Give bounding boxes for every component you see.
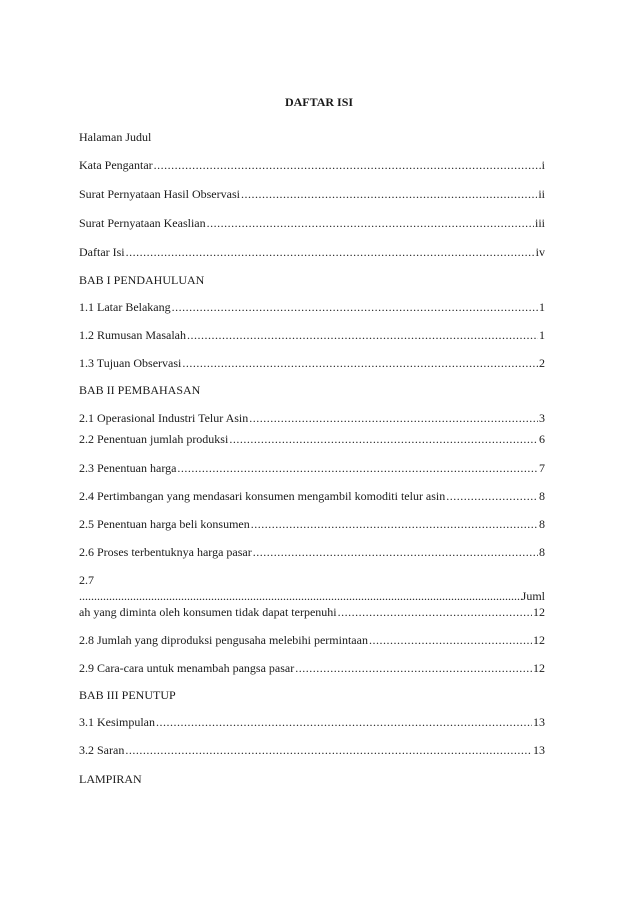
toc-entry-page: 6 (539, 432, 545, 446)
toc-entry-label: 3.2 Saran (79, 743, 125, 757)
toc-entry-label: 3.1 Kesimpulan (79, 715, 155, 729)
toc-entry (79, 715, 545, 731)
toc-entry-label: Surat Pernyataan Keaslian (79, 216, 206, 230)
toc-leader-dots (241, 187, 537, 202)
toc-entry (79, 489, 545, 505)
toc-entry-page: 13 (533, 715, 545, 729)
toc-entry-label: 2.2 Penentuan jumlah produksi (79, 432, 229, 446)
toc-entry-page: 12 (533, 661, 545, 675)
toc-leader-dots (79, 589, 522, 604)
toc-entry-label: 1.3 Tujuan Observasi (79, 356, 182, 370)
toc-entry-page: 8 (539, 545, 545, 559)
toc-heading-bab-1: BAB I PENDAHULUAN (79, 273, 205, 287)
toc-leader-dots (369, 633, 532, 648)
toc-entry-page: 8 (539, 517, 545, 531)
toc-heading-bab-3: BAB III PENUTUP (79, 688, 176, 702)
toc-leader-dots (338, 605, 532, 620)
toc-heading-lampiran: LAMPIRAN (79, 772, 142, 786)
toc-entry-label: 2.1 Operasional Industri Telur Asin (79, 411, 249, 425)
toc-entry-page: 7 (539, 461, 545, 475)
toc-entry-page: 1 (539, 300, 545, 314)
toc-entry-label: ah yang diminta oleh konsumen tidak dapat terpenuhi (79, 605, 337, 619)
toc-entry (79, 661, 545, 677)
toc-entry-page: 8 (539, 489, 545, 503)
toc-entry (79, 605, 545, 621)
toc-leader-dots (207, 216, 534, 231)
toc-entry-label: Daftar Isi (79, 245, 125, 259)
toc-entry-page: 2 (539, 356, 545, 370)
toc-leader-dots (253, 545, 538, 560)
toc-entry-page: 12 (533, 605, 545, 619)
toc-entry (79, 300, 545, 316)
toc-entry-label: Kata Pengantar (79, 158, 153, 172)
toc-entry-label: Surat Pernyataan Hasil Observasi (79, 187, 240, 201)
toc-entry-page: 13 (533, 743, 545, 757)
toc-heading-halaman-judul: Halaman Judul (79, 130, 152, 144)
toc-entry-2-7-continued-text: Juml (521, 589, 545, 603)
toc-leader-dots (249, 411, 538, 426)
toc-entry (79, 461, 545, 477)
toc-entry-page: i (541, 158, 545, 172)
toc-entry (79, 411, 545, 427)
toc-entry-page: 1 (539, 328, 545, 342)
toc-entry-label: 2.9 Cara-cara untuk menambah pangsa pasar (79, 661, 295, 675)
toc-entry-label: 1.1 Latar Belakang (79, 300, 171, 314)
toc-entry (79, 187, 545, 203)
toc-entry (79, 216, 545, 232)
toc-leader-dots (154, 158, 541, 173)
toc-leader-dots (295, 661, 532, 676)
toc-entry-page: iv (535, 245, 545, 259)
toc-leader-dots (125, 743, 532, 758)
toc-entry (79, 432, 545, 448)
toc-entry-label: 1.2 Rumusan Masalah (79, 328, 186, 342)
toc-entry-label: 2.5 Penentuan harga beli konsumen (79, 517, 250, 531)
toc-heading-bab-2: BAB II PEMBAHASAN (79, 383, 201, 397)
toc-leader-dots (182, 356, 538, 371)
toc-leader-dots (251, 517, 538, 532)
toc-leader-dots (187, 328, 538, 343)
toc-entry (79, 328, 545, 344)
toc-leader-dots (126, 245, 535, 260)
toc-entry-2-7-number: 2.7 (79, 573, 94, 587)
toc-entry (79, 158, 545, 174)
toc-entry (79, 245, 545, 261)
toc-entry-page: iii (534, 216, 545, 230)
toc-leader-dots (172, 300, 538, 315)
toc-entry-label: 2.6 Proses terbentuknya harga pasar (79, 545, 252, 559)
toc-entry-label: 2.8 Jumlah yang diproduksi pengusaha melebihi permintaan (79, 633, 368, 647)
toc-entry (79, 517, 545, 533)
toc-leader-dots (177, 461, 538, 476)
toc-leader-dots (446, 489, 538, 504)
toc-entry-page: 12 (533, 633, 545, 647)
toc-entry (79, 743, 545, 759)
toc-entry-label: 2.3 Penentuan harga (79, 461, 177, 475)
toc-entry-label: 2.4 Pertimbangan yang mendasari konsumen mengambil komoditi telur asin (79, 489, 446, 503)
toc-entry (79, 633, 545, 649)
toc-entry-2-7-line1 (79, 589, 545, 605)
toc-entry-page: ii (538, 187, 545, 201)
toc-leader-dots (229, 432, 538, 447)
page-title: DAFTAR ISI (284, 95, 354, 109)
toc-entry (79, 545, 545, 561)
toc-entry-page: 3 (539, 411, 545, 425)
toc-leader-dots (156, 715, 532, 730)
toc-entry (79, 356, 545, 372)
